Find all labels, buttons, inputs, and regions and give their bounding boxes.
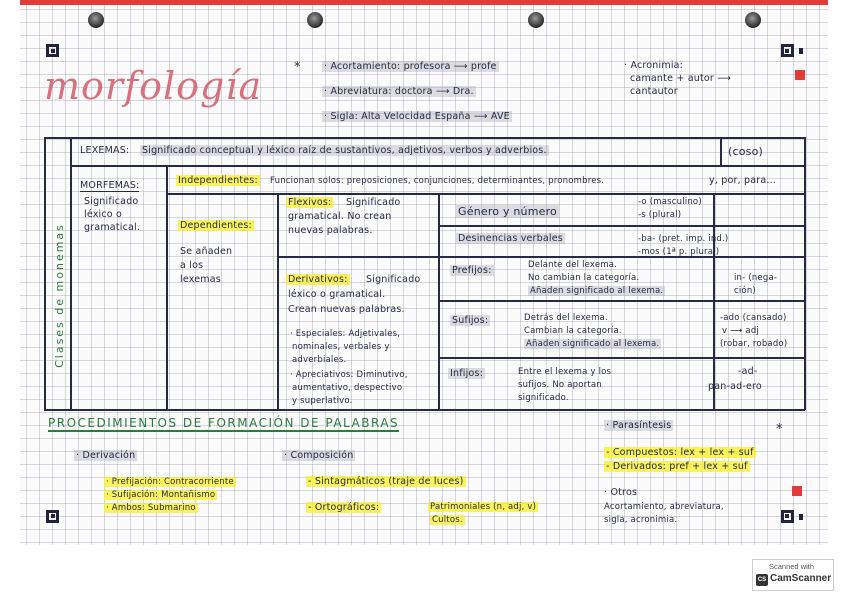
table-border-top [44, 137, 805, 139]
independientes-definition: Funcionan solos: preposiciones, conjunciones, determinantes, pronombres. [270, 176, 605, 186]
binder-hole-4 [745, 12, 761, 28]
flexivos-text-line-2: gramatical. No crean [288, 211, 392, 222]
sufijacion-example: · Sufijación: Montañismo [106, 490, 216, 500]
prefijos-text-line-1: Delante del lexema. [528, 260, 618, 270]
infijos-label: Infijos: [450, 368, 484, 379]
acortamiento-example: · Acortamiento: profesora ⟶ profe [324, 61, 497, 72]
independientes-example: y, por, para... [709, 175, 777, 186]
corner-marker-top-left-icon [46, 44, 59, 57]
otros-text-line-1: Acortamiento, abreviatura, [604, 502, 724, 512]
apreciativos-line-2: aumentativo, despectivo [292, 383, 403, 393]
prefijos-example-1: in- (nega- [734, 273, 778, 283]
lexemas-example: (coso) [728, 145, 764, 158]
dependientes-label: Dependientes: [180, 220, 252, 231]
independientes-label: Independientes: [178, 175, 258, 186]
apreciativos-line-3: y superlativo. [292, 396, 353, 406]
prefijos-example-2: ción) [734, 286, 756, 296]
corner-marker-bottom-left-icon [46, 510, 59, 523]
binder-hole-2 [307, 12, 323, 28]
camscanner-name: CamScanner [770, 573, 832, 584]
prefijos-label: Prefijos: [452, 265, 492, 276]
flexivos-label: Flexivos: [288, 197, 332, 208]
camscanner-watermark [752, 559, 834, 591]
procedimientos-star: * [776, 422, 783, 437]
especiales-line-2: nominales, verbales y [292, 342, 390, 352]
especiales-line-1: · Especiales: Adjetivales, [290, 329, 401, 339]
camscanner-logo-icon: CS [756, 574, 768, 586]
infijos-example-1: -ad- [738, 366, 758, 377]
table-border-bottom [44, 409, 805, 411]
header-star: * [294, 60, 301, 75]
derivativos-label: Derivativos: [288, 274, 348, 285]
prefijacion-example: · Prefijación: Contracorriente [106, 477, 234, 487]
flexivos-row-divider [277, 256, 805, 258]
apreciativos-line-1: · Apreciativos: Diminutivo, [290, 370, 408, 380]
sufijos-example-3: (robar, robado) [720, 339, 788, 349]
sufijos-example-2: v ⟶ adj [722, 326, 759, 336]
genero-example-2: -s (plural) [638, 210, 682, 220]
morfemas-desc-line-2: léxico o [84, 209, 123, 220]
acronimia-example: camante + autor ⟶ [630, 73, 732, 84]
corner-marker-bottom-right-icon [781, 510, 794, 523]
sufijos-text-line-3: Añaden significado al lexema. [526, 339, 660, 349]
morfemas-desc-line-3: gramatical. [84, 222, 141, 233]
flexivos-text-line-1: Significado [346, 197, 401, 208]
flexivos-mid-divider [438, 225, 805, 227]
otros-heading: · Otros [604, 487, 638, 498]
sufijos-label: Sufijos: [452, 315, 489, 326]
sufijos-example-1: -ado (cansado) [720, 313, 787, 323]
parasintesis-heading: · Parasíntesis [606, 420, 672, 431]
morfemas-column-divider [166, 165, 168, 410]
genero-numero-label: Género y número [458, 205, 557, 218]
genero-example-1: -o (masculino) [638, 197, 702, 207]
procedimientos-title: PROCEDIMIENTOS DE FORMACIÓN DE PALABRAS [48, 416, 400, 430]
patrimoniales-example: Patrimoniales (n, adj, v) [430, 502, 537, 512]
otros-text-line-2: sigla, acronimia. [604, 515, 678, 525]
lexemas-definition: Significado conceptual y léxico raíz de sustantivos, adjetivos, verbos y adverbios. [142, 145, 547, 156]
abreviatura-example: · Abreviatura: doctora ⟶ Dra. [324, 86, 474, 97]
compuestos-example: - Compuestos: lex + lex + suf [606, 447, 754, 458]
derivativos-text-line-1: Significado [366, 274, 421, 285]
red-square-marker [795, 70, 805, 80]
derivacion-heading: · Derivación [76, 450, 136, 461]
binder-hole-1 [88, 12, 104, 28]
infijos-text-line-3: significado. [518, 393, 569, 403]
sufijos-text-line-1: Detrás del lexema. [524, 313, 608, 323]
lexemas-example-divider [720, 137, 722, 165]
page-title: morfología [44, 64, 263, 108]
red-square-marker [792, 486, 802, 496]
flexivos-text-line-3: nuevas palabras. [288, 225, 373, 236]
derivativos-text-line-2: léxico o gramatical. [288, 289, 386, 300]
marker-dot [799, 514, 803, 520]
derivados-example: - Derivados: pref + lex + suf [606, 461, 748, 472]
infijos-text-line-2: sufijos. No aportan [518, 380, 602, 390]
lexemas-label: LEXEMAS: [80, 145, 130, 156]
dependientes-column-divider [277, 193, 279, 410]
morfemas-desc-line-1: Significado [84, 196, 139, 207]
especiales-line-3: adverbiales. [292, 355, 347, 365]
examples-column-divider [713, 193, 715, 410]
sintagmaticos-example: - Sintagmáticos (traje de luces) [308, 476, 464, 487]
corner-marker-top-right-icon [781, 44, 794, 57]
sufijos-text-line-2: Cambian la categoría. [524, 326, 622, 336]
scanned-with-label: Scanned with [769, 562, 815, 571]
prefijos-row-divider [438, 300, 805, 302]
sigla-example: · Sigla: Alta Velocidad España ⟶ AVE [324, 111, 510, 122]
prefijos-text-line-3: Añaden significado al lexema. [530, 286, 664, 296]
dependientes-desc-line-1: Se añaden [180, 246, 233, 257]
cultos-example: Cultos. [432, 515, 463, 525]
infijos-text-line-1: Entre el lexema y los [518, 367, 612, 377]
dependientes-desc-line-2: a los [180, 260, 204, 271]
clases-de-monemas-label: Clases de monemas [52, 222, 66, 368]
infijos-example-2: pan-ad-ero [708, 381, 762, 392]
desinencias-example-1: -ba- (pret. imp. ind.) [638, 234, 729, 244]
marker-dot [799, 48, 803, 54]
lexemas-row-divider [70, 165, 805, 167]
morfemas-label: MORFEMAS: [80, 180, 140, 191]
desinencias-label: Desinencias verbales [458, 233, 563, 244]
sufijos-row-divider [438, 357, 805, 359]
desinencias-example-2: -mos (1ª p. plural) [638, 247, 720, 257]
acronimia-result: cantautor [630, 86, 678, 97]
binder-hole-3 [528, 12, 544, 28]
dependientes-desc-line-3: lexemas [180, 274, 221, 285]
independientes-row-divider [166, 193, 805, 195]
table-border-right [804, 137, 806, 410]
ortograficos-label: - Ortográficos: [308, 502, 380, 513]
acronimia-label: · Acronimia: [624, 60, 684, 71]
ambos-example: · Ambos: Submarino [106, 503, 196, 513]
prefijos-text-line-2: No cambian la categoría. [528, 273, 640, 283]
derivativos-text-line-3: Crean nuevas palabras. [288, 304, 405, 315]
composicion-heading: · Composición [284, 450, 354, 461]
